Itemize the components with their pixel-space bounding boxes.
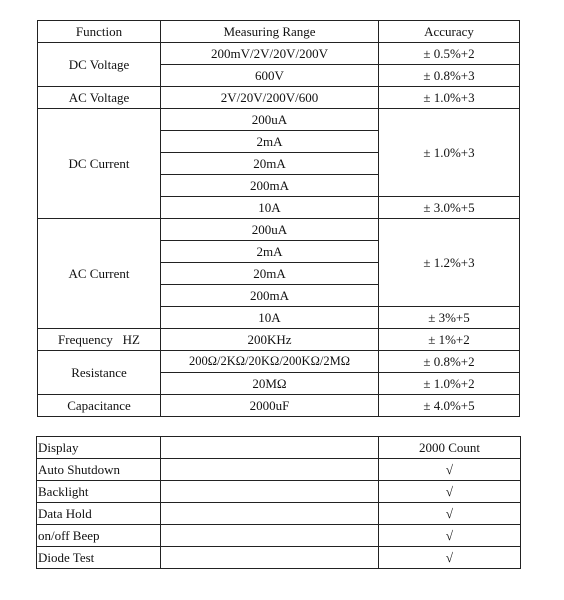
table-row	[37, 525, 521, 547]
specification-table	[37, 20, 520, 417]
ac-voltage-range: 2V/20V/200V/600	[161, 87, 379, 109]
dc-current-range: 200mA	[161, 175, 379, 197]
dc-current-accuracy-10a: ± 3.0%+5	[379, 197, 520, 219]
resistance-accuracy-1: ± 0.8%+2	[379, 351, 520, 373]
dc-current-range: 20mA	[161, 153, 379, 175]
dc-current-accuracy-group: ± 1.0%+3	[379, 109, 520, 197]
table-row	[37, 437, 521, 459]
dc-voltage-accuracy-2: ± 0.8%+3	[379, 65, 520, 87]
feature-name: Diode Test	[37, 547, 161, 569]
ac-current-range: 200mA	[161, 285, 379, 307]
resistance-function: Resistance	[38, 351, 161, 395]
feature-name: Data Hold	[37, 503, 161, 525]
table-row	[38, 329, 520, 351]
ac-current-accuracy-group: ± 1.2%+3	[379, 219, 520, 307]
feature-value: 2000 Count	[379, 437, 521, 459]
ac-voltage-function: AC Voltage	[38, 87, 161, 109]
feature-empty-cell	[161, 547, 379, 569]
check-icon: √	[379, 525, 521, 547]
ac-voltage-accuracy: ± 1.0%+3	[379, 87, 520, 109]
table-row	[38, 395, 520, 417]
dc-current-range-10a: 10A	[161, 197, 379, 219]
feature-empty-cell	[161, 503, 379, 525]
check-icon: √	[379, 459, 521, 481]
frequency-function: Frequency HZ	[38, 329, 161, 351]
header-measuring-range: Measuring Range	[161, 21, 379, 43]
table-row	[37, 481, 521, 503]
table-row	[38, 109, 520, 131]
table-row	[38, 87, 520, 109]
table-row	[38, 43, 520, 65]
dc-voltage-accuracy-1: ± 0.5%+2	[379, 43, 520, 65]
resistance-range-2: 20MΩ	[161, 373, 379, 395]
feature-empty-cell	[161, 437, 379, 459]
resistance-range-1: 200Ω/2KΩ/20KΩ/200KΩ/2MΩ	[161, 351, 379, 373]
table-row	[38, 351, 520, 373]
capacitance-range: 2000uF	[161, 395, 379, 417]
spec-header-row	[38, 21, 520, 43]
check-icon: √	[379, 547, 521, 569]
capacitance-accuracy: ± 4.0%+5	[379, 395, 520, 417]
ac-current-function: AC Current	[38, 219, 161, 329]
check-icon: √	[379, 481, 521, 503]
frequency-range: 200KHz	[161, 329, 379, 351]
features-table	[36, 436, 521, 569]
feature-name: Backlight	[37, 481, 161, 503]
dc-voltage-function: DC Voltage	[38, 43, 161, 87]
table-row	[37, 503, 521, 525]
feature-name: Auto Shutdown	[37, 459, 161, 481]
dc-current-range: 2mA	[161, 131, 379, 153]
header-accuracy: Accuracy	[379, 21, 520, 43]
header-function: Function	[38, 21, 161, 43]
resistance-accuracy-2: ± 1.0%+2	[379, 373, 520, 395]
table-row	[38, 219, 520, 241]
ac-current-range: 20mA	[161, 263, 379, 285]
ac-current-range: 2mA	[161, 241, 379, 263]
capacitance-function: Capacitance	[38, 395, 161, 417]
ac-current-range: 200uA	[161, 219, 379, 241]
dc-current-function: DC Current	[38, 109, 161, 219]
feature-empty-cell	[161, 481, 379, 503]
ac-current-accuracy-10a: ± 3%+5	[379, 307, 520, 329]
feature-name: Display	[37, 437, 161, 459]
dc-voltage-range-1: 200mV/2V/20V/200V	[161, 43, 379, 65]
frequency-accuracy: ± 1%+2	[379, 329, 520, 351]
feature-empty-cell	[161, 459, 379, 481]
dc-voltage-range-2: 600V	[161, 65, 379, 87]
feature-empty-cell	[161, 525, 379, 547]
ac-current-range-10a: 10A	[161, 307, 379, 329]
feature-name: on/off Beep	[37, 525, 161, 547]
table-row	[37, 547, 521, 569]
check-icon: √	[379, 503, 521, 525]
dc-current-range: 200uA	[161, 109, 379, 131]
table-row	[37, 459, 521, 481]
